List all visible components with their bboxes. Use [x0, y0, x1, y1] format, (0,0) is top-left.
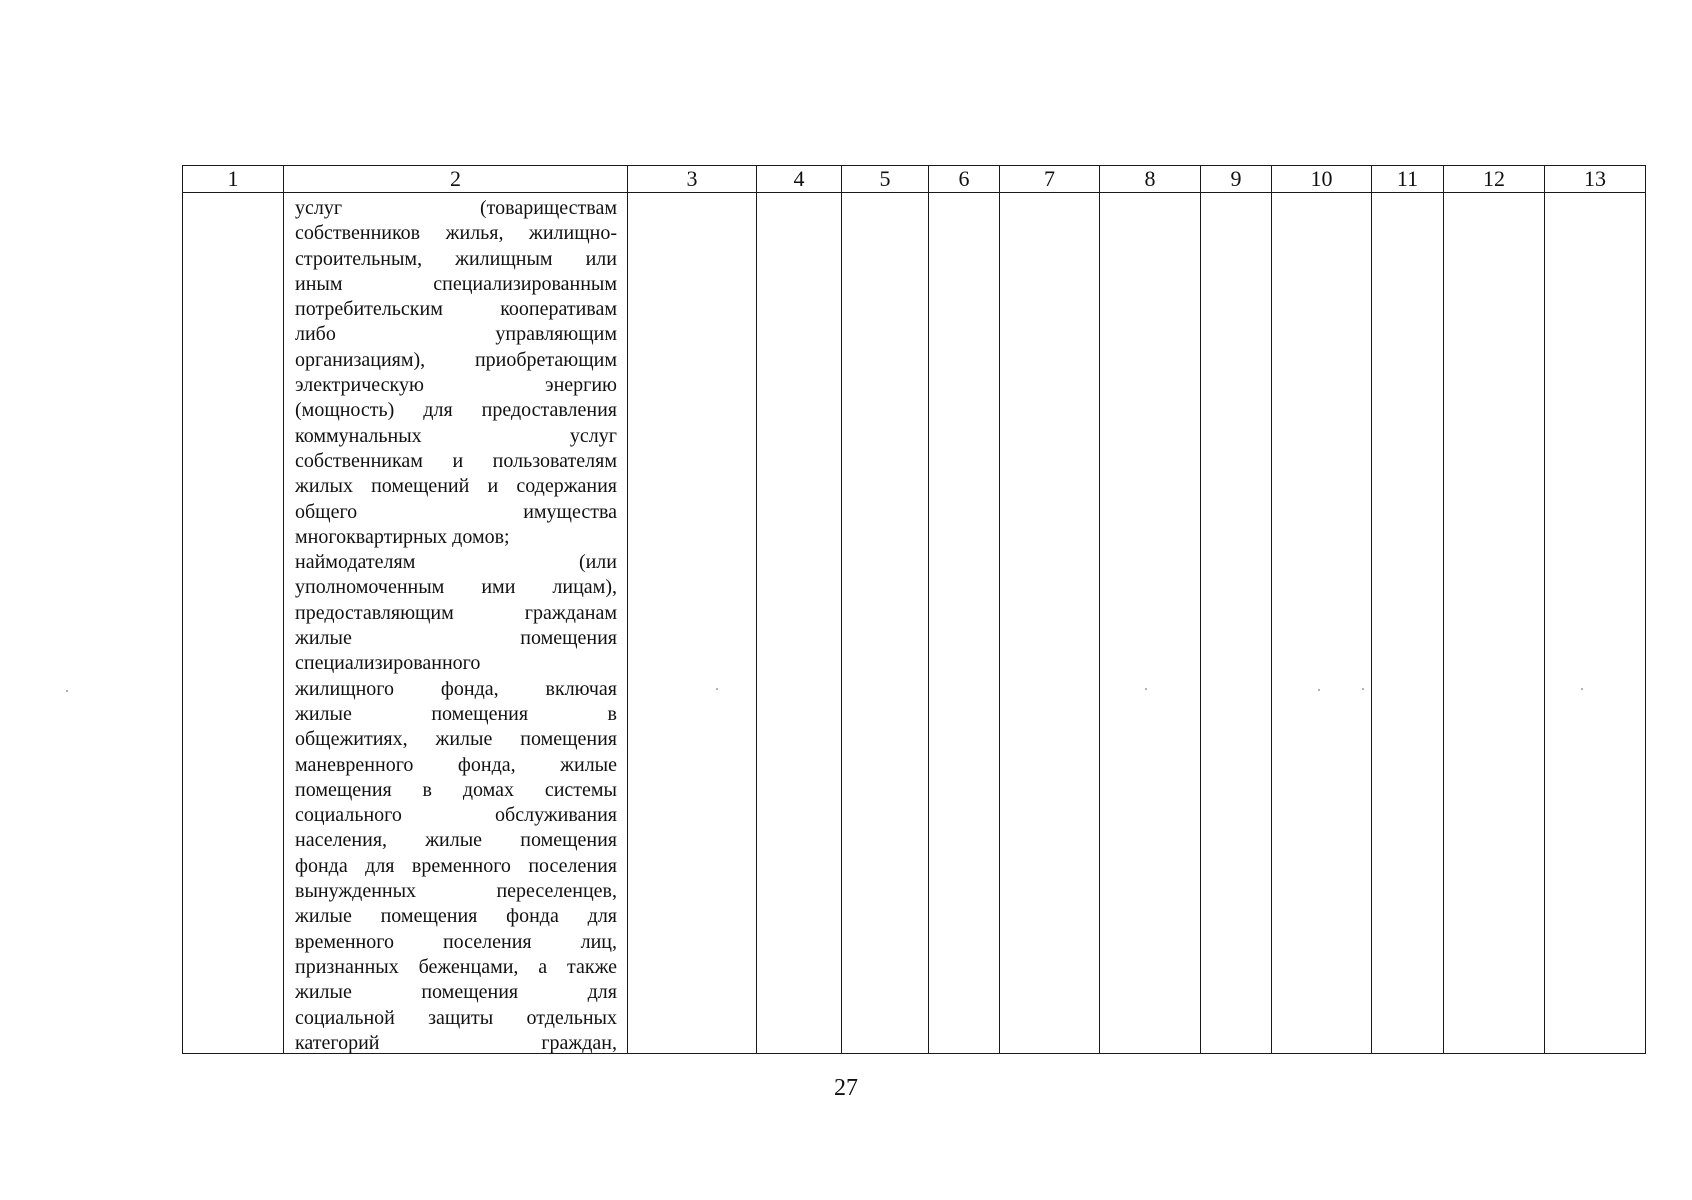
description-line: организациям), приобретающим — [295, 348, 617, 371]
column-header-13: 13 — [1545, 166, 1646, 193]
description-line: собственникам и пользователям — [295, 449, 617, 472]
page-number: 27 — [834, 1075, 858, 1101]
column-header-3: 3 — [628, 166, 757, 193]
description-line: социального обслуживания — [295, 804, 617, 827]
description-line: социальной защиты отдельных — [295, 1006, 617, 1029]
description-line: строительным, жилищным или — [295, 247, 617, 270]
description-line: общежитиях, жилые помещения — [295, 728, 617, 751]
cell-col-7 — [1000, 193, 1100, 1054]
column-header-4: 4 — [757, 166, 842, 193]
description-line: уполномоченным ими лицам), — [295, 576, 617, 599]
description-line: жилые помещения фонда для — [295, 905, 617, 928]
description-line: временного поселения лиц, — [295, 930, 617, 953]
table-row — [183, 193, 1646, 1054]
cell-col-11 — [1372, 193, 1444, 1054]
description-line: маневренного фонда, жилые — [295, 753, 617, 776]
cell-col-2 — [284, 193, 628, 1054]
description-line: категорий граждан, — [295, 1031, 617, 1053]
description-line: услуг (товариществам — [295, 197, 617, 219]
cell-col-8 — [1100, 193, 1201, 1054]
description-line: жилые помещения для — [295, 981, 617, 1004]
description-line: фонда для временного поселения — [295, 854, 617, 877]
description-line: многоквартирных домов; — [295, 525, 510, 548]
cell-col-13 — [1545, 193, 1646, 1054]
cell-col-12 — [1444, 193, 1545, 1054]
cell-col-5 — [842, 193, 929, 1054]
description-line: специализированного — [295, 652, 481, 675]
description-line: наймодателям (или — [295, 551, 617, 574]
column-header-1: 1 — [183, 166, 284, 193]
description-line: собственников жилья, жилищно- — [295, 222, 617, 245]
description-line: либо управляющим — [295, 323, 617, 346]
data-table — [182, 165, 1646, 1054]
description-line: потребительским кооперативам — [295, 298, 617, 321]
cell-col-10 — [1272, 193, 1372, 1054]
scan-speck — [1362, 688, 1364, 690]
cell-col-4 — [757, 193, 842, 1054]
description-line: признанных беженцами, а также — [295, 955, 617, 978]
scan-speck — [1581, 688, 1583, 690]
description-line: жилые помещения в — [295, 702, 617, 725]
description-line: коммунальных услуг — [295, 424, 617, 447]
description-line: (мощность) для предоставления — [295, 399, 617, 422]
column-header-5: 5 — [842, 166, 929, 193]
description-line: электрическую энергию — [295, 374, 617, 397]
column-header-6: 6 — [929, 166, 1000, 193]
description-line: жилищного фонда, включая — [295, 677, 617, 700]
scan-speck — [1145, 688, 1147, 690]
header-row — [183, 166, 1646, 193]
column-header-11: 11 — [1372, 166, 1444, 193]
description-text — [284, 193, 627, 1053]
column-header-12: 12 — [1444, 166, 1545, 193]
description-line: вынужденных переселенцев, — [295, 880, 617, 903]
column-header-2: 2 — [284, 166, 628, 193]
column-header-8: 8 — [1100, 166, 1201, 193]
description-line: общего имущества — [295, 500, 617, 523]
description-line: жилые помещения — [295, 627, 617, 650]
description-line: иным специализированным — [295, 272, 617, 295]
description-line: населения, жилые помещения — [295, 829, 617, 852]
description-line: предоставляющим гражданам — [295, 601, 617, 624]
cell-col-9 — [1201, 193, 1272, 1054]
column-header-9: 9 — [1201, 166, 1272, 193]
cell-col-3 — [628, 193, 757, 1054]
description-line: помещения в домах системы — [295, 778, 617, 801]
scan-speck — [1318, 689, 1320, 691]
column-header-10: 10 — [1272, 166, 1372, 193]
scan-speck — [66, 690, 68, 692]
description-line: жилых помещений и содержания — [295, 475, 617, 498]
column-header-7: 7 — [1000, 166, 1100, 193]
cell-col-6 — [929, 193, 1000, 1054]
cell-col-1 — [183, 193, 284, 1054]
scan-speck — [716, 688, 718, 690]
